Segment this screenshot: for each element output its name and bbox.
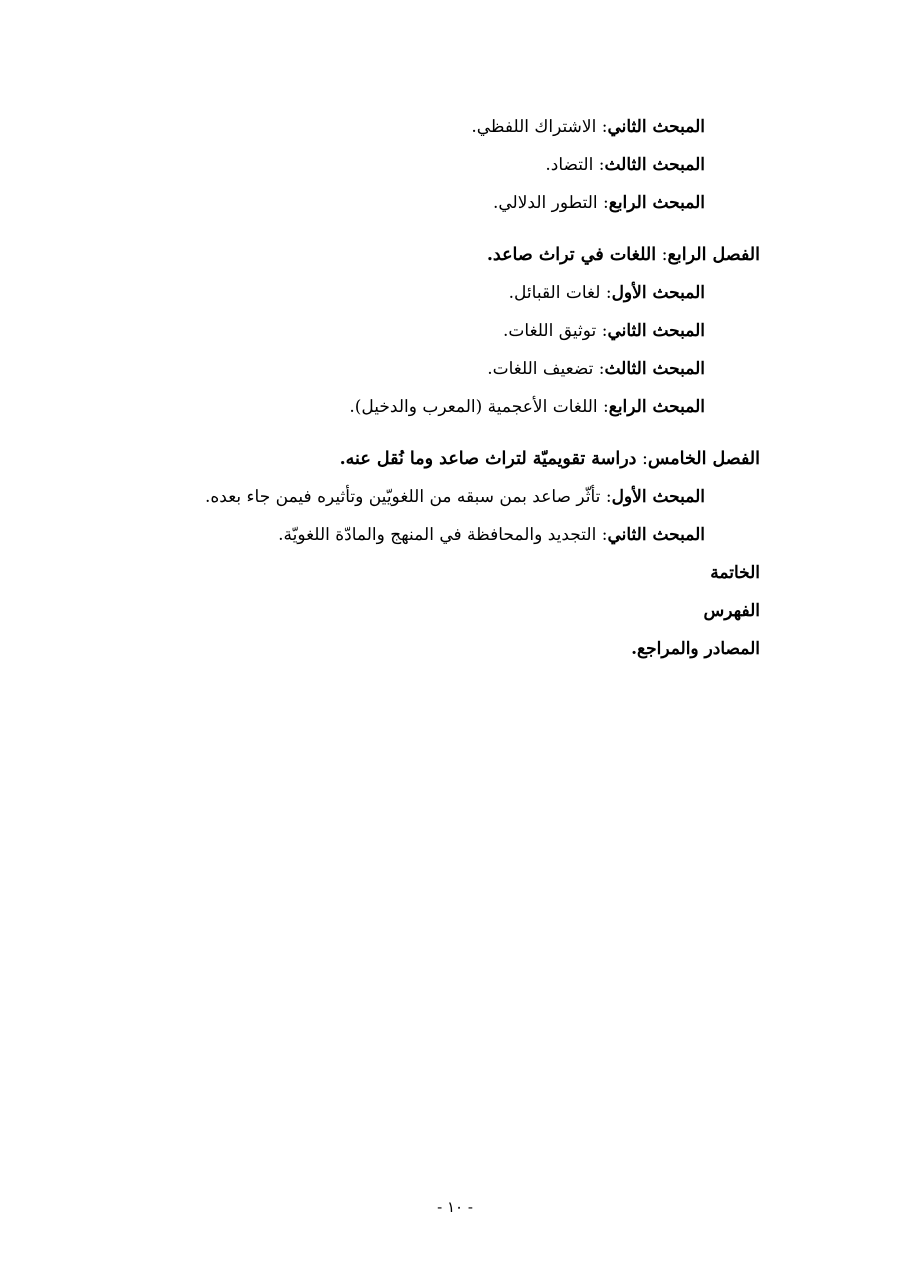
toc-entry-separator: : bbox=[597, 397, 609, 417]
toc-entry-separator: : bbox=[597, 193, 609, 213]
toc-entry-label: الفصل الرابع bbox=[667, 245, 760, 265]
toc-entry-text: التضاد. bbox=[545, 155, 594, 175]
toc-entry-label: المبحث الثالث bbox=[604, 155, 705, 175]
toc-entry-text: لغات القبائل. bbox=[508, 283, 601, 303]
toc-entry-conclusion bbox=[140, 554, 760, 592]
toc-entry-text: دراسة تقويميّة لتراث صاعد وما نُقل عنه. bbox=[339, 449, 637, 469]
toc-entry-chapter bbox=[140, 440, 760, 478]
toc-entry-separator: : bbox=[656, 245, 668, 265]
toc-entry-label: المبحث الثاني bbox=[607, 525, 705, 545]
toc-entry-label: الفهرس bbox=[703, 601, 760, 621]
toc-entry-label: المبحث الرابع bbox=[608, 193, 705, 213]
toc-entry-text: اللغات في تراث صاعد. bbox=[486, 245, 657, 265]
toc-entry-separator: : bbox=[593, 359, 605, 379]
toc-entry-text: توثيق اللغات. bbox=[503, 321, 597, 341]
toc-entry-text: تضعيف اللغات. bbox=[487, 359, 594, 379]
toc-entry-separator: : bbox=[596, 321, 608, 341]
toc-entry-text: التجديد والمحافظة في المنهج والمادّة اللغويّة. bbox=[278, 525, 597, 545]
toc-entry-text: تأثّر صاعد بمن سبقه من اللغويّين وتأثيره فيمن جاء بعده. bbox=[204, 487, 601, 507]
page-number: - ١٠ - bbox=[437, 1198, 473, 1216]
toc-entry-section bbox=[140, 312, 705, 350]
toc-entry-section bbox=[140, 184, 705, 222]
toc-entry-separator: : bbox=[600, 283, 612, 303]
toc-entry-label: المبحث الثاني bbox=[607, 321, 705, 341]
toc-entry-separator: : bbox=[596, 525, 608, 545]
toc-entry-label: المصادر والمراجع. bbox=[631, 639, 760, 659]
toc-entry-separator: : bbox=[593, 155, 605, 175]
toc-entry-index bbox=[140, 592, 760, 630]
toc-entry-label: المبحث الأول bbox=[611, 487, 705, 507]
toc-entry-separator: : bbox=[596, 117, 608, 137]
toc-entry-chapter bbox=[140, 236, 760, 274]
toc-entry-text: التطور الدلالي. bbox=[492, 193, 598, 213]
toc-entry-section bbox=[140, 478, 705, 516]
toc-entry-label: الخاتمة bbox=[710, 563, 760, 583]
toc-entry-references bbox=[140, 630, 760, 668]
toc-entry-section bbox=[140, 146, 705, 184]
toc-entry-text: اللغات الأعجمية (المعرب والدخيل). bbox=[349, 397, 598, 417]
toc-entry-label: المبحث الثاني bbox=[607, 117, 705, 137]
toc-entry-section bbox=[140, 516, 705, 554]
toc-entry-label: المبحث الرابع bbox=[608, 397, 705, 417]
toc-entry-label: الفصل الخامس bbox=[647, 449, 760, 469]
toc-entry-separator: : bbox=[636, 449, 648, 469]
toc-entry-text: الاشتراك اللفظي. bbox=[471, 117, 597, 137]
toc-entry-section bbox=[140, 274, 705, 312]
table-of-contents bbox=[140, 108, 760, 668]
toc-entry-section bbox=[140, 388, 705, 426]
toc-entry-label: المبحث الثالث bbox=[604, 359, 705, 379]
toc-entry-separator: : bbox=[600, 487, 612, 507]
toc-entry-section bbox=[140, 108, 705, 146]
toc-entry-section bbox=[140, 350, 705, 388]
toc-entry-label: المبحث الأول bbox=[611, 283, 705, 303]
